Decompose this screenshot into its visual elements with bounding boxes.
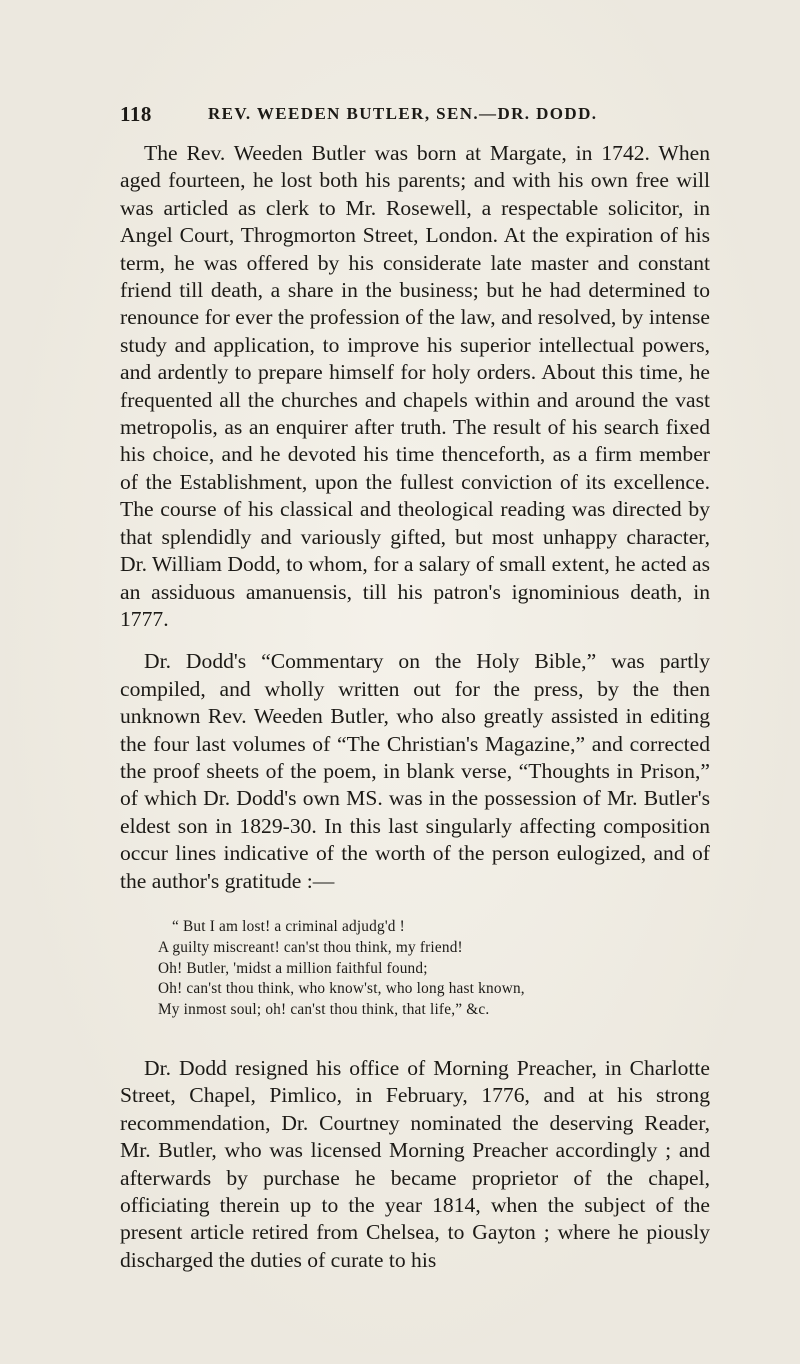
running-head: REV. WEEDEN BUTLER, SEN.—DR. DODD.	[208, 104, 598, 123]
quote-line: “ But I am lost! a criminal adjudg'd !	[172, 917, 405, 935]
page-content	[120, 140, 710, 1274]
page-header	[120, 100, 720, 128]
page-number: 118	[120, 102, 152, 126]
paragraph-1: The Rev. Weeden Butler was born at Margate, in 1742. When aged fourteen, he lost both his parents; and with his own free will was articled as clerk to Mr. Rosewell, a respectable solicitor, in Angel Court, Throgmorton Street, London. At the expiration of his term, he was offered by his considerate late master and constant friend till death, a share in the business; but he had determined to renounce for ever the profession of the law, and resolved, by intense study and application, to improve his superior intellectual powers, and ardently to prepare himself for holy orders. About this time, he frequented all the churches and chapels within and around the vast metropolis, as an enquirer after truth. The result of his search fixed his choice, and he devoted his time thenceforth, as a firm member of the Establishment, upon the fullest conviction of its excellence. The course of his classical and theological reading was directed by that splendidly and variously gifted, but most unhappy character, Dr. William Dodd, to whom, for a salary of small extent, he acted as an assiduous amanuensis, till his patron's ignominious death, in 1777.	[120, 141, 710, 631]
quote-line: Oh! can'st thou think, who know'st, who long hast known,	[158, 980, 525, 998]
quote-line: A guilty miscreant! can'st thou think, my friend!	[158, 938, 463, 956]
quote-line: My inmost soul; oh! can'st thou think, that life,” &c.	[158, 1001, 490, 1019]
paragraph-2: Dr. Dodd's “Commentary on the Holy Bible,” was partly compiled, and wholly written out for the press, by the then unknown Rev. Weeden Butler, who also greatly assisted in editing the four last volumes of “The Christian's Magazine,” and corrected the proof sheets of the poem, in blank verse, “Thoughts in Prison,” of which Dr. Dodd's own MS. was in the possession of Mr. Butler's eldest son in 1829-30. In this last singularly affecting composition occur lines indicative of the worth of the person eulogized, and of the author's gratitude :—	[120, 649, 710, 893]
verse-quote	[158, 917, 718, 1021]
paragraph-3: Dr. Dodd resigned his office of Morning Preacher, in Charlotte Street, Chapel, Pimlico, in February, 1776, and at his strong recommendation, Dr. Courtney nominated the deserving Reader, Mr. Butler, who was licensed Morning Preacher accordingly ; and afterwards by purchase he became proprietor of the chapel, officiating therein up to the year 1814, when the subject of the present article retired from Chelsea, to Gayton ; where he piously discharged the duties of curate to his	[120, 1055, 710, 1272]
quote-line: Oh! Butler, 'midst a million faithful found;	[158, 959, 428, 977]
